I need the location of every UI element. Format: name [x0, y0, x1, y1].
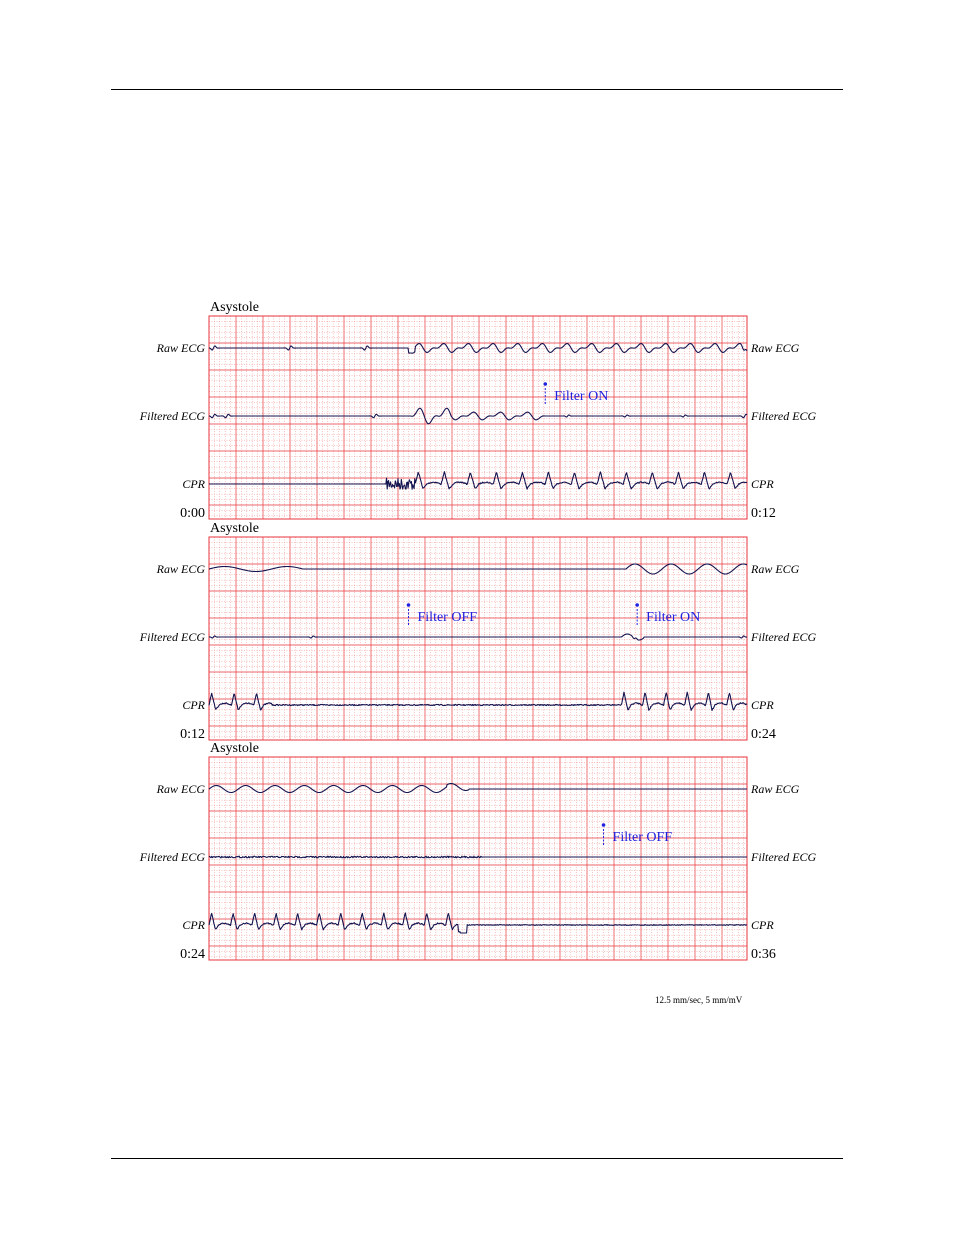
- raw-ecg-label-left: Raw ECG: [156, 782, 205, 796]
- ecg-strip-1: [139, 300, 817, 521]
- filtered-ecg-label-left: Filtered ECG: [139, 850, 205, 864]
- filter-marker: [407, 603, 478, 625]
- end-time-label: 0:36: [751, 947, 776, 962]
- filtered-ecg-label-left: Filtered ECG: [139, 630, 205, 644]
- start-time-label: 0:24: [180, 947, 205, 962]
- rhythm-label: Asystole: [210, 741, 259, 756]
- filtered-ecg-label-right: Filtered ECG: [751, 409, 817, 423]
- cpr-label-right: CPR: [751, 477, 774, 491]
- raw-ecg-label-right: Raw ECG: [751, 341, 800, 355]
- cpr-label-left: CPR: [182, 918, 205, 932]
- filtered-ecg-trace: [209, 856, 747, 858]
- end-time-label: 0:24: [751, 727, 776, 742]
- ecg-grid: [209, 537, 747, 740]
- ecg-grid: [209, 316, 747, 519]
- end-time-label: 0:12: [751, 506, 776, 521]
- footer-rule: [111, 1158, 843, 1159]
- start-time-label: 0:00: [180, 506, 205, 521]
- filter-marker-label: Filter OFF: [612, 830, 673, 845]
- rhythm-label: Asystole: [210, 300, 259, 315]
- paper-speed-label: 12.5 mm/sec, 5 mm/mV: [655, 995, 743, 1005]
- cpr-label-right: CPR: [751, 698, 774, 712]
- rhythm-label: Asystole: [210, 521, 259, 536]
- filter-marker-label: Filter ON: [554, 389, 609, 404]
- raw-ecg-label-left: Raw ECG: [156, 562, 205, 576]
- filter-marker: [602, 823, 673, 845]
- cpr-label-right: CPR: [751, 918, 774, 932]
- ecg-strip-2: [139, 521, 817, 742]
- ecg-strip-3: [139, 741, 817, 962]
- raw-ecg-label-right: Raw ECG: [751, 782, 800, 796]
- filtered-ecg-label-left: Filtered ECG: [139, 409, 205, 423]
- filtered-ecg-label-right: Filtered ECG: [751, 850, 817, 864]
- filter-marker-label: Filter ON: [646, 610, 701, 625]
- raw-ecg-label-left: Raw ECG: [156, 341, 205, 355]
- cpr-label-left: CPR: [182, 698, 205, 712]
- cpr-label-left: CPR: [182, 477, 205, 491]
- start-time-label: 0:12: [180, 727, 205, 742]
- ecg-grid: [209, 757, 747, 960]
- raw-ecg-label-right: Raw ECG: [751, 562, 800, 576]
- filtered-ecg-label-right: Filtered ECG: [751, 630, 817, 644]
- filter-marker-label: Filter OFF: [417, 610, 478, 625]
- filter-marker: [543, 382, 608, 404]
